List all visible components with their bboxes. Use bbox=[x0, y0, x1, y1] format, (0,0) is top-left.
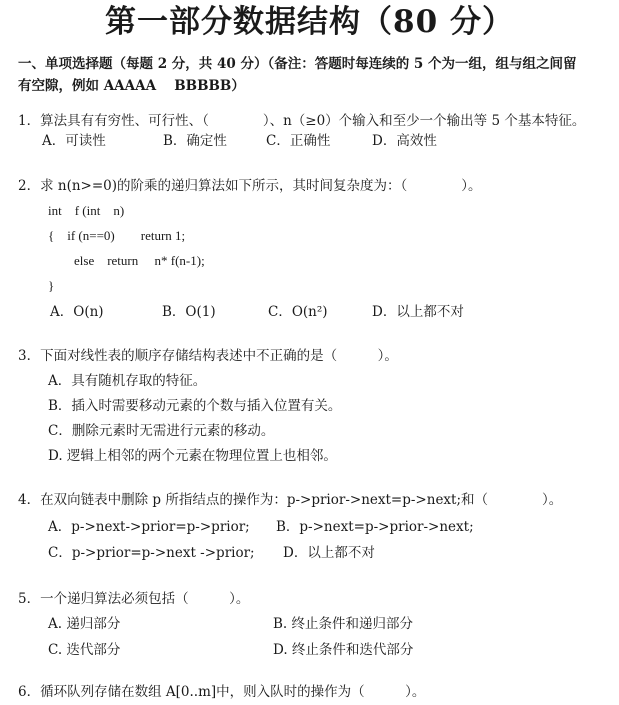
question-3-option-a: A．具有随机存取的特征。 bbox=[48, 373, 207, 389]
question-6-stem: 6．循环队列存储在数组 A[0..m]中，则入队时的操作为（ ）。 bbox=[18, 684, 426, 700]
question-3-stem: 3．下面对线性表的顺序存储结构表述中不正确的是（ ）。 bbox=[18, 348, 398, 364]
code-line-4: } bbox=[48, 278, 55, 293]
question-1-option-d: D．高效性 bbox=[372, 133, 437, 149]
question-4-option-d: D．以上都不对 bbox=[283, 545, 375, 561]
question-5-option-a: A. 递归部分 bbox=[48, 616, 121, 632]
code-line-2: { if (n==0) return 1; bbox=[48, 228, 186, 243]
page-title: 第一部分数据结构（80 分） bbox=[105, 4, 514, 40]
question-5-option-b: B. 终止条件和递归部分 bbox=[273, 616, 414, 632]
section-heading-line-2: 有空隙，例如 AAAAA BBBBB） bbox=[18, 78, 245, 94]
question-1-option-a: A．可读性 bbox=[42, 133, 106, 149]
question-1-option-b: B．确定性 bbox=[163, 133, 227, 149]
section-heading-line-1: 一、单项选择题（每题 2 分，共 40 分）（备注：答题时每连续的 5 个为一组，组与组之间留 bbox=[18, 56, 577, 72]
question-3-option-d: D. 逻辑上相邻的两个元素在物理位置上也相邻。 bbox=[48, 448, 337, 464]
code-line-3: else return n* f(n-1); bbox=[48, 253, 205, 268]
question-4-stem: 4．在双向链表中删除 p 所指结点的操作为：p->prior->next=p->next;和（ ）。 bbox=[18, 492, 563, 508]
question-5-option-d: D. 终止条件和迭代部分 bbox=[273, 642, 414, 658]
section-heading bbox=[18, 53, 616, 97]
code-line-1: int f (int n) bbox=[48, 203, 125, 218]
question-2-stem: 2．求 n(n>=0)的阶乘的递归算法如下所示，其时间复杂度为：（ ）。 bbox=[18, 178, 482, 194]
question-4-option-b: B．p->next=p->prior->next; bbox=[276, 519, 474, 535]
question-2-option-c: C．O(n²) bbox=[268, 304, 328, 320]
question-1-option-c: C．正确性 bbox=[266, 133, 331, 149]
question-2-option-b: B．O(1) bbox=[162, 304, 216, 320]
question-5-option-c: C. 迭代部分 bbox=[48, 642, 121, 658]
question-2-option-a: A．O(n) bbox=[50, 304, 104, 320]
question-3-option-b: B．插入时需要移动元素的个数与插入位置有关。 bbox=[48, 398, 342, 414]
question-4-option-c: C．p->prior=p->next ->prior; bbox=[48, 545, 255, 561]
question-1-stem: 1．算法具有有穷性、可行性、（ ）、n（≥0）个输入和至少一个输出等 5 个基本特征。 bbox=[18, 113, 586, 129]
question-3-option-c: C．删除元素时无需进行元素的移动。 bbox=[48, 423, 275, 439]
question-2-option-d: D．以上都不对 bbox=[372, 304, 464, 320]
question-5-stem: 5．一个递归算法必须包括（ ）。 bbox=[18, 591, 250, 607]
question-4-option-a: A．p->next->prior=p->prior; bbox=[48, 519, 250, 535]
